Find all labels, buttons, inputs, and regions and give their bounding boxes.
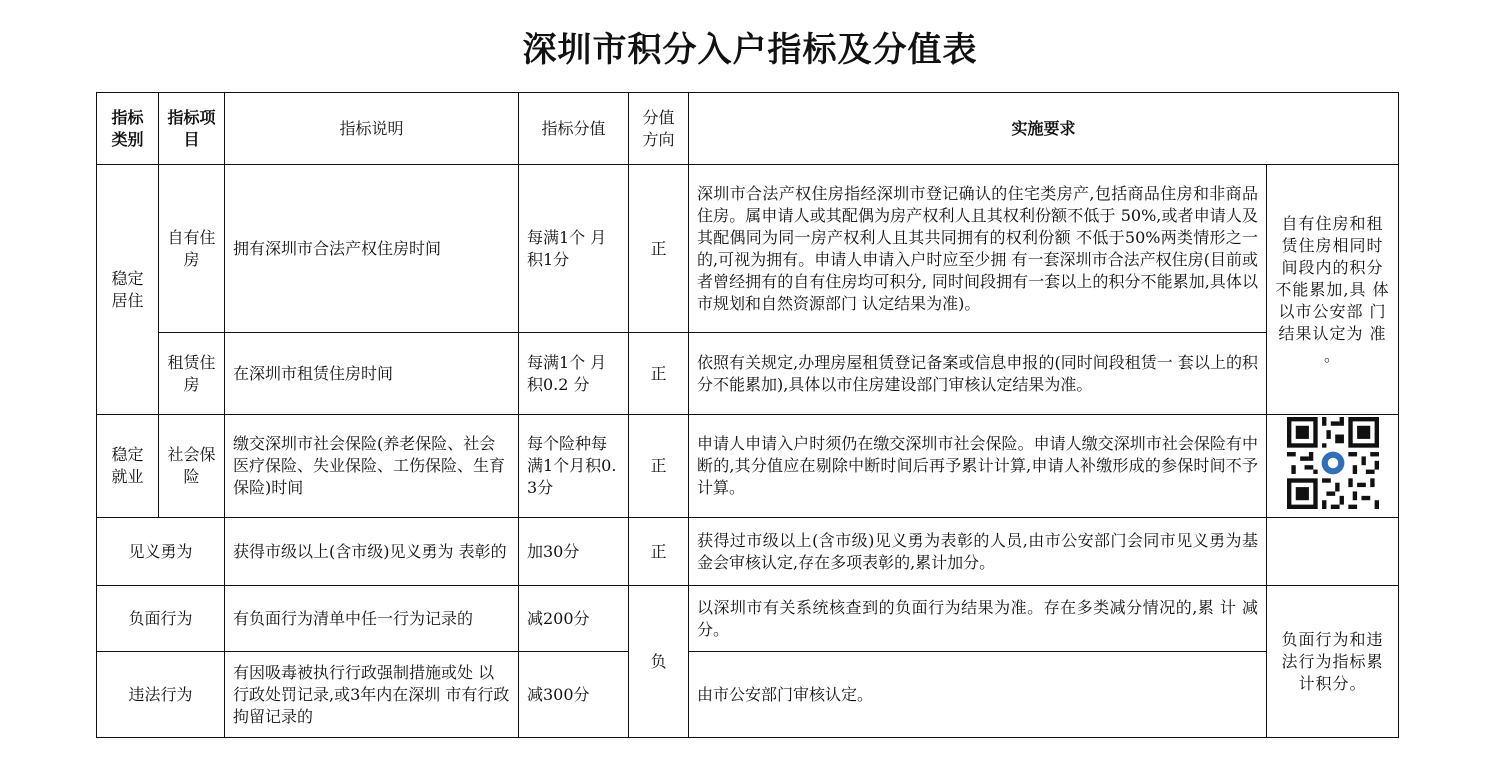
category-negative-behavior: 负面行为 [97,586,225,652]
table-row [97,518,1399,586]
qr-code-icon [1287,417,1379,509]
item-own-housing: 自有住房 [159,165,225,333]
requirement-social-insurance: 申请人申请入户时须仍在缴交深圳市社会保险。申请人缴交深圳市社会保险有中断的,其分值应在剔除中断时间后再予累计计算,申请人补缴形成的参保时间不予计算。 [689,415,1267,518]
header-direction: 分值方向 [629,93,689,165]
requirement-illegal-behavior: 由市公安部门审核认定。 [689,652,1267,738]
requirement-own-housing: 深圳市合法产权住房指经深圳市登记确认的住宅类房产,包括商品住房和非商品住房。属申请人或其配偶为房产权利人且其权利份额不低于 50%,或者申请人及其配偶同为同一房产权利人且其共同拥有的权利份额 不低于50%两类情形之一的,可视为拥有。申请人申请入户时应至少拥 有一套深圳市合法产权住房(目前或者曾经拥有的自有住房均可积分, 同时间段拥有一套以上的积分不能累加,具体以市规划和自然资源部门 认定结果为准)。 [689,165,1267,333]
item-social-insurance: 社会保险 [159,415,225,518]
header-score: 指标分值 [519,93,629,165]
points-table [96,92,1399,738]
direction-rental-housing: 正 [629,333,689,415]
requirement-rental-housing: 依照有关规定,办理房屋租赁登记备案或信息申报的(同时间段租赁一 套以上的积分不能累加),具体以市住房建设部门审核认定结果为准。 [689,333,1267,415]
header-description: 指标说明 [225,93,519,165]
direction-social-insurance: 正 [629,415,689,518]
item-rental-housing: 租赁住房 [159,333,225,415]
category-heroism: 见义勇为 [97,518,225,586]
table-row [97,652,1399,738]
direction-own-housing: 正 [629,165,689,333]
header-item: 指标项目 [159,93,225,165]
table-row [97,165,1399,333]
requirement-negative-behavior: 以深圳市有关系统核查到的负面行为结果为准。存在多类减分情况的,累 计 减 分。 [689,586,1267,652]
direction-heroism: 正 [629,518,689,586]
description-negative-behavior: 有负面行为清单中任一行为记录的 [225,586,519,652]
score-rental-housing: 每满1个 月 积0.2 分 [519,333,629,415]
description-own-housing: 拥有深圳市合法产权住房时间 [225,165,519,333]
table-row [97,333,1399,415]
description-social-insurance: 缴交深圳市社会保险(养老保险、社会医疗保险、失业保险、工伤保险、生育保险)时间 [225,415,519,518]
requirement-heroism: 获得过市级以上(含市级)见义勇为表彰的人员,由市公安部门会同市见义勇为基金会审核认定,存在多项表彰的,累计加分。 [689,518,1267,586]
note-negative: 负面行为和违法行为指标累 计积分。 [1267,586,1399,738]
header-category: 指标类别 [97,93,159,165]
score-illegal-behavior: 减300分 [519,652,629,738]
score-own-housing: 每满1个 月 积1分 [519,165,629,333]
header-requirements: 实施要求 [689,93,1399,165]
description-heroism: 获得市级以上(含市级)见义勇为 表彰的 [225,518,519,586]
table-row [97,586,1399,652]
page-title: 深圳市积分入户指标及分值表 [522,30,978,70]
score-negative-behavior: 减200分 [519,586,629,652]
direction-negative: 负 [629,586,689,738]
score-heroism: 加30分 [519,518,629,586]
table-row [97,415,1399,518]
qr-code-cell [1267,415,1399,518]
description-rental-housing: 在深圳市租赁住房时间 [225,333,519,415]
category-stable-employment: 稳定就业 [97,415,159,518]
note-residence: 自有住房和租赁住房相同时 间段内的积分 不能累加,具 体以市公安部 门结果认定为 准 。 [1267,165,1399,415]
table-header-row [97,93,1399,165]
category-stable-residence: 稳定居住 [97,165,159,415]
description-illegal-behavior: 有因吸毒被执行行政强制措施或处 以行政处罚记录,或3年内在深圳 市有行政拘留记录的 [225,652,519,738]
empty-note-cell [1267,518,1399,586]
score-social-insurance: 每个险种每满1个月积0.3分 [519,415,629,518]
category-illegal-behavior: 违法行为 [97,652,225,738]
